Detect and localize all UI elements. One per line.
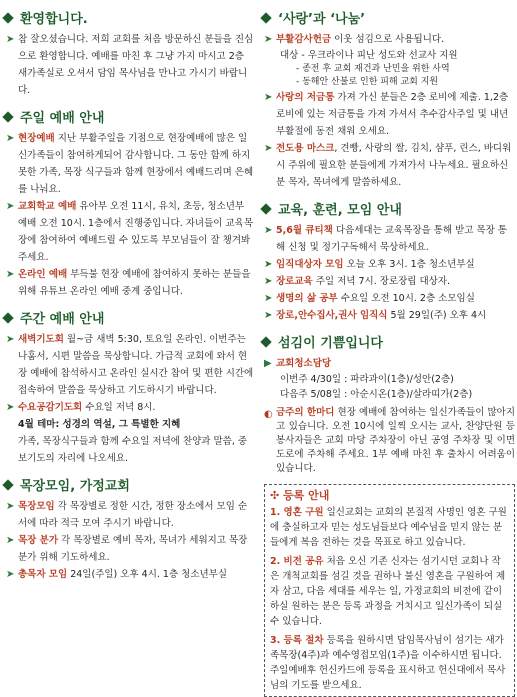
- list-item: ➤ 전도용 마스크, 견빵, 사랑의 쌀, 김치, 샴푸, 린스, 바디워시 주위에 필요한 분들에게 가져가서 나누세요. 필요하신 분 목자, 목녀에게 말씀하세요.: [264, 140, 515, 191]
- registration-title: ✣ 등록 안내: [270, 489, 330, 502]
- list-item: ➤ 목장모임 각 목장별로 정한 시간, 정한 장소에서 모임 순서에 따라 적극 모여 주시기 바랍니다.: [6, 498, 256, 532]
- arrow-icon: ➤: [6, 402, 15, 413]
- welcome-section: [2, 8, 256, 99]
- arrow-icon: ➤: [264, 34, 273, 45]
- list-item: ➤ 부활감사헌금 이웃 섬김으로 사용됩니다.: [264, 31, 515, 48]
- arrow-icon: ➤: [264, 225, 273, 236]
- list-item: ➤ 총목자 모임 24일(주일) 오후 4시. 1층 청소년부실: [6, 566, 256, 583]
- arrow-icon: ➤: [264, 276, 273, 287]
- circle-icon: ◐: [264, 409, 273, 420]
- arrow-icon: ➤: [264, 310, 273, 321]
- sub-line: 대상 - 우크라이나 피난 성도와 선교사 지원: [280, 50, 458, 61]
- left-column: [2, 4, 256, 591]
- list-item: ➤ 교회학교 예배 유아부 오전 11시, 유치, 초등, 청소년부 예배 오전 10시. 1층에서 진행중입니다. 자녀들이 교육목장에 참여하여 예배드릴 수 있도록 부모님들이 잘 챙겨봐 주세요.: [6, 198, 256, 266]
- list-item: ➤ 장로교육 주일 저녁 7시. 장로장립 대상자.: [264, 273, 515, 290]
- list-item: ➤ 장로,안수집사,권사 임직식 5월 29일(주) 오후 4시: [264, 307, 515, 324]
- arrow-icon: ➤: [6, 535, 15, 546]
- diamond-icon: [2, 111, 13, 122]
- triangle-icon: ▶: [264, 358, 272, 369]
- list-item: ➤ 5,6월 큐티책 다음세대는 교육목장을 통해 받고 목장 통해 신청 및 정기구독해서 묵상하세요.: [264, 222, 515, 256]
- arrow-icon: ➤: [6, 201, 15, 212]
- sub-line: - 동해안 산불로 인한 피해 교회 지원: [296, 77, 439, 87]
- mokjang-title: 목장모임, 가정교회: [4, 475, 256, 494]
- love-section: [260, 8, 515, 191]
- diamond-icon: [2, 479, 13, 490]
- reg-para: 1. 영혼 구원 일신교회는 교회의 본질적 사명인 영혼 구원에 충실하고자 믿는 성도님들보다 예수님을 믿지 않는 분들에게 복음 전하는 것을 목표로 하고 있습니다.: [270, 507, 507, 548]
- list-item: ➤ 수요공감기도회 수요일 저녁 8시. 4월 테마: 성경의 역설, 그 특별한 지혜 가족, 목장식구들과 함께 수요일 저녁에 찬양과 말씀, 중보기도의 자리에 나오세요.: [6, 399, 256, 467]
- weekly-title: 주간 예배 안내: [4, 308, 256, 327]
- joy-title: 섬김이 기쁨입니다: [262, 332, 515, 351]
- arrow-icon: ➤: [6, 334, 15, 345]
- list-item: ➤ 사랑의 저금통 가져 가신 분들은 2층 로비에 제출. 1,2층 로비에 있는 저금통을 가져 가셔서 추수감사주일 및 내년 부활절에 동전 채워 오세요.: [264, 89, 515, 140]
- diamond-icon: [260, 203, 271, 214]
- list-item: ➤ 새벽기도회 월~금 새벽 5:30, 토요일 온라인. 이번주는 나훔서, 시편 말씀을 묵상합니다. 가급적 교회에 와서 현장 예배에 참석하시고 온라인 실시간 참여 및 편한 시간에 접속하여 말씀을 묵상하고 기도하시기 바랍니다.: [6, 331, 256, 399]
- sunday-section: [2, 107, 256, 300]
- arrow-icon: ➤: [6, 269, 15, 280]
- sub-line: - 종전 후 교회 재건과 난민을 위한 사역: [296, 64, 450, 74]
- edu-title: 교육, 훈련, 모임 안내: [262, 199, 515, 218]
- diamond-icon: [2, 312, 13, 323]
- registration-box: [264, 484, 515, 697]
- arrow-icon: ➤: [264, 92, 273, 103]
- reg-para: 3. 등록 절차 등록을 원하시면 담임목사님이 섬기는 새가족목장(4주)과 예수영접모임(1주)을 이수하시면 됩니다. 주일예배후 헌신카드에 등록을 표시하고 헌신대에서 목사님의 기도를 받으세요.: [270, 635, 506, 691]
- arrow-icon: ➤: [6, 133, 15, 144]
- list-item: ➤ 현장예배 지난 부활주일을 기점으로 현장예배에 많은 일신가족들이 참여하게되어 감사합니다. 그 동안 함께 하지 못한 가족, 목장 식구들과 함께 현장에서 예배드리며 은혜를 나눠요.: [6, 130, 256, 198]
- arrow-icon: ➤: [264, 143, 273, 154]
- right-column: [260, 4, 515, 697]
- edu-section: [260, 199, 515, 324]
- sub-line: 이번주 4/30일 : 파라과이(1층)/성안(2층): [280, 374, 454, 385]
- notice-item: ◐ 금주의 한마디 현장 예배에 참여하는 일신가족들이 많아지고 있습니다. 오전 10시에 일찍 오시는 교사, 찬양단원 등 봉사자들은 교회 마당 주차장이 아닌 공영 주차장 및 이면도로에 주차해 주세요. 1부 예배 마친 후 출차시 어려움이 있습니다.: [264, 407, 515, 474]
- weekly-section: [2, 308, 256, 467]
- love-title: ‘사랑’과 ‘나눔’: [262, 8, 515, 27]
- arrow-icon: ➤: [264, 259, 273, 270]
- sub-line: 다음주 5/08일 : 아순시온(1층)/살라띠가(2층): [280, 389, 473, 400]
- mokjang-section: [2, 475, 256, 583]
- diamond-icon: [2, 12, 13, 23]
- sunday-title: 주일 예배 안내: [4, 107, 256, 126]
- list-item: ▶ 교회청소담당: [264, 355, 515, 372]
- joy-section: [260, 332, 515, 476]
- welcome-title: 환영합니다.: [4, 8, 256, 27]
- list-item: ➤ 임직대상자 모임 오늘 오후 3시. 1층 청소년부실: [264, 256, 515, 273]
- arrow-icon: ➤: [264, 293, 273, 304]
- diamond-icon: [260, 336, 271, 347]
- arrow-icon: ➤: [6, 34, 15, 45]
- reg-para: 2. 비전 공유 처음 오신 기존 신자는 섬기시던 교회나 작은 개척교회를 섬길 것을 권하나 불신 영혼을 구원하여 제자 삼고, 다음 세대를 세우는 일, 가정교회의 비전에 같이하실 원하는 분은 등록 과정을 거치시고 일신가족이 되실 수 있습니다.: [270, 556, 506, 627]
- list-item: ➤ 목장 분가 각 목장별로 예비 목자, 목녀가 세워지고 목장 분가 위해 기도하세요.: [6, 532, 256, 566]
- list-item: ➤ 온라인 예배 부득불 현장 예배에 참여하지 못하는 분들을 위해 유튜브 온라인 예배 중계 중입니다.: [6, 266, 256, 300]
- list-item: ➤ 참 잘오셨습니다. 저희 교회를 처음 방문하신 분들을 진심으로 환영합니다. 예배를 마친 후 그냥 가지 마시고 2층 새가족실로 오셔서 담임 목사님을 만나고 가시기 바랍니다.: [6, 31, 256, 99]
- diamond-icon: [260, 12, 271, 23]
- arrow-icon: ➤: [6, 501, 15, 512]
- list-item: ➤ 생명의 삶 공부 수요일 오전 10시. 2층 소모임실: [264, 290, 515, 307]
- arrow-icon: ➤: [6, 569, 15, 580]
